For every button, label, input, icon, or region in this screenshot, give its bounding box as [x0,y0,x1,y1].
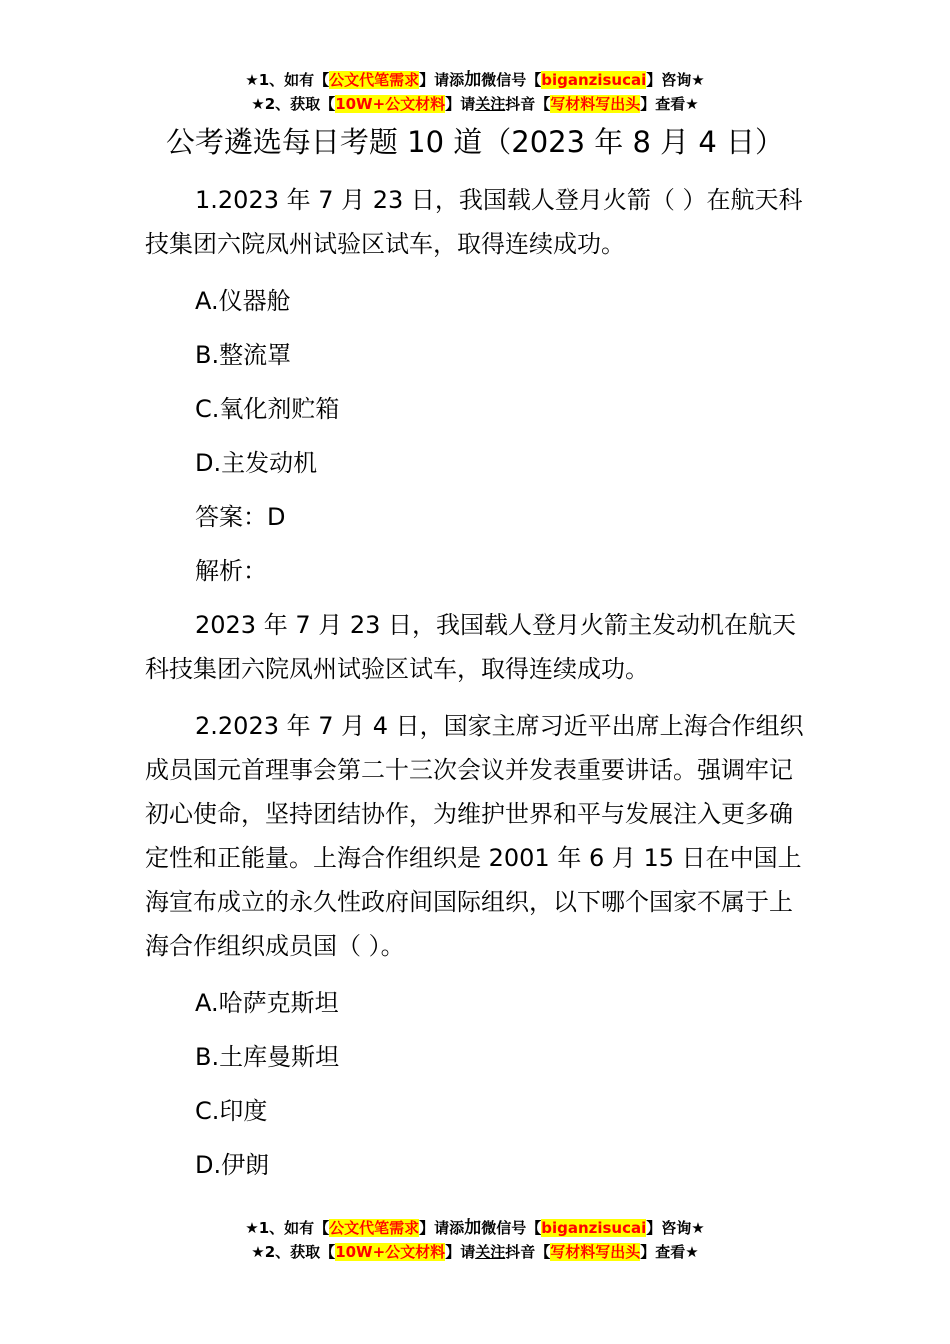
banner-text: 】请添 [419,71,465,89]
banner-text: 加 [464,70,482,90]
banner-text: 】咨询★ [646,71,705,89]
banner-text: 微信号【 [481,1219,542,1237]
header-banner [0,68,950,116]
question-2-text: 2.2023 年 7 月 4 日，国家主席习近平出席上海合作组织成员国元首理事会第二十三次会议并发表重要讲话。强调牢记初心使命，坚持团结协作，为维护世界和平与发展注入更多确定性和正能量。上海合作组织是 2001 年 6 月 15 日在中国上海宣布成立的永久性政府间国际组织，以下哪个国家不属于上海合作组织成员国（ ）。 [145,712,804,960]
banner-highlight: 10W+公文材料 [335,95,446,113]
question-2-option-c: C.印度 [195,1097,268,1125]
banner-douyin-id: 写材料写出头 [550,95,641,113]
question-1-option-b: B.整流罩 [195,341,292,369]
banner-line-2 [0,92,950,116]
banner-text: 】查看★ [640,95,699,113]
banner-text: 抖音【 [505,1243,551,1261]
banner-line-1 [0,68,950,92]
question-2-option-d: D.伊朗 [195,1151,270,1179]
banner-text: 】请 [445,1243,476,1261]
question-1-option-a: A.仪器舱 [195,287,291,315]
banner-text: 加 [464,1218,482,1238]
question-2-option-a: A.哈萨克斯坦 [195,989,339,1017]
banner-text: 抖音【 [505,95,551,113]
banner-highlight: 公文代笔需求 [329,71,420,89]
banner-text: 】咨询★ [646,1219,705,1237]
banner-highlight: 公文代笔需求 [329,1219,420,1237]
banner-text: 】查看★ [640,1243,699,1261]
banner-text: ★2、获取【 [251,1243,336,1261]
banner-text: 关注 [475,1243,506,1261]
banner-douyin-id: 写材料写出头 [550,1243,641,1261]
question-1-text: 1.2023 年 7 月 23 日，我国载人登月火箭（ ）在航天科技集团六院凤州试验区试车，取得连续成功。 [145,186,803,258]
banner-text: 】请 [445,95,476,113]
question-2-option-b: B.土库曼斯坦 [195,1043,340,1071]
banner-line-2 [0,1240,950,1264]
banner-text: 微信号【 [481,71,542,89]
banner-text: 】请添 [419,1219,465,1237]
document-body [145,178,810,1197]
question-1-analysis: 2023 年 7 月 23 日，我国载人登月火箭主发动机在航天科技集团六院凤州试验区试车，取得连续成功。 [145,611,797,683]
footer-banner [0,1216,950,1264]
banner-text: 关注 [475,95,506,113]
banner-highlight: 10W+公文材料 [335,1243,446,1261]
question-1-answer: 答案：D [195,503,286,531]
banner-wechat-id: biganzisucai [541,1219,647,1237]
document-title: 公考遴选每日考题 10 道（2023 年 8 月 4 日） [165,125,785,159]
banner-text: ★1、如有【 [245,71,330,89]
question-1-option-d: D.主发动机 [195,449,318,477]
banner-wechat-id: biganzisucai [541,71,647,89]
banner-line-1 [0,1216,950,1240]
banner-text: ★2、获取【 [251,95,336,113]
question-1-analysis-label: 解析： [195,557,267,585]
question-1-option-c: C.氧化剂贮箱 [195,395,340,423]
banner-text: ★1、如有【 [245,1219,330,1237]
